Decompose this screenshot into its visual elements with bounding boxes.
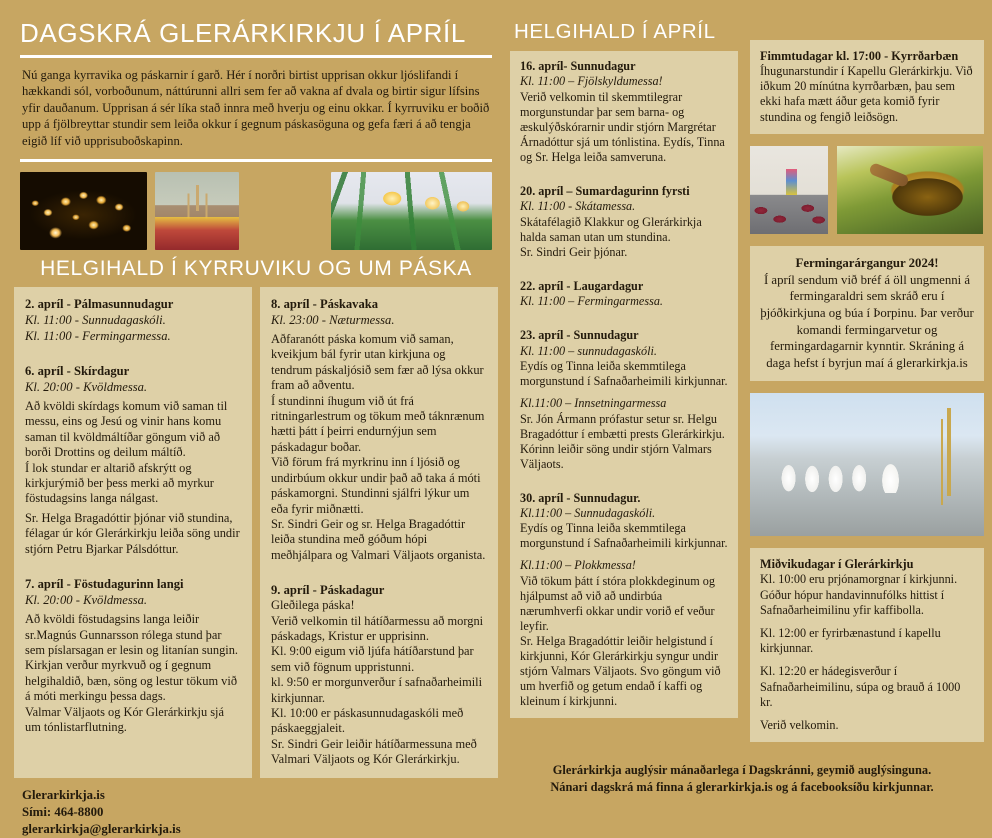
middle-column — [510, 10, 738, 718]
candles-photo — [20, 172, 147, 250]
quiet-prayer-line: Íhugunarstundir í Kapellu Glerárkirkju. Við iðkum 20 mínútna kyrrðarbæn, þau sem ekki hafa mætt áður geta komið fyrir stundina og fengið leiðsögn. — [760, 64, 973, 124]
event-body — [25, 612, 241, 735]
event-body-line: Gleðilega páska! — [271, 598, 355, 613]
event-body-line: Sr. Sindri Geir þjónar. — [520, 244, 628, 259]
event-time: Kl. 11:00 – sunnudagaskóli. — [520, 343, 657, 358]
quiet-prayer-heading: Fimmtudagar kl. 17:00 - Kyrrðarbæn — [760, 49, 959, 63]
event-april-16 — [520, 59, 728, 165]
event-title: 16. apríl- Sunnudagur — [520, 59, 636, 73]
event-body-secondary — [25, 511, 241, 557]
spacer — [520, 271, 728, 279]
event-title: 30. apríl - Sunnudagur. — [520, 490, 641, 505]
event-title: 22. apríl - Laugardagur — [520, 278, 644, 293]
singing-bowl-photo — [837, 146, 983, 234]
event-maundy-thursday — [25, 363, 241, 557]
easter-eggs-photo — [247, 172, 323, 250]
spacer — [520, 320, 728, 328]
church-interior-photo — [155, 172, 239, 250]
event-body — [520, 359, 728, 389]
event-time-secondary: Kl.11:00 – Innsetningarmessa — [520, 396, 667, 411]
event-time: Kl.11:00 – Sunnudagaskóli. — [520, 506, 656, 521]
wednesdays-box — [750, 548, 984, 742]
contact-email[interactable]: glerarkirkja@glerarkirkja.is — [22, 821, 181, 836]
event-body — [25, 399, 241, 507]
event-body-line: Kl. 10:00 er páskasunnudagaskóli með páskaeggjaleit. — [271, 705, 464, 736]
holy-week-heading: HELGIHALD Í KYRRUVIKU OG UM PÁSKA — [40, 257, 472, 281]
spacer — [25, 355, 241, 363]
april-heading: HELGIHALD Í APRÍL — [514, 20, 716, 43]
event-body-line: Sr. Sindri Geir leiðir hátíðarmessuna með Valmari Väljaots og Kór Glerárkirkju. — [271, 736, 477, 767]
event-title: 6. apríl - Skírdagur — [25, 364, 130, 379]
wednesdays-line: Kl. 12:00 er fyrirbænastund í kapellu kirkjunnar. — [760, 625, 941, 656]
contact-website[interactable]: Glerarkirkja.is — [22, 787, 105, 802]
contact-phone[interactable]: Sími: 464-8800 — [22, 804, 104, 819]
chapel-interior-photo — [750, 146, 828, 234]
daffodils-photo — [331, 172, 492, 250]
event-body-line: Eydís og Tinna leiða skemmtilega morgunstund í Safnaðarheimili kirkjunnar. — [520, 359, 728, 389]
event-body-line: Sr. Jón Ármann prófastur setur sr. Helgu Bragadóttur í embætti prests Glerárkirkju. Kórinn leiðir söng undir stjórn Valmars Väljaots. — [520, 411, 725, 471]
holy-week-left-box — [14, 287, 252, 778]
event-title: 8. apríl - Páskavaka — [271, 297, 379, 312]
event-body-line: Í stundinni íhugum við út frá ritningarlestrum og tökum með táknrænum hætti þátt í þeirri endurnýjun sem páskadagur boðar. — [271, 393, 485, 454]
event-april-30 — [520, 491, 728, 709]
page-title: DAGSKRÁ GLERÁRKIRKJU Í APRÍL — [20, 18, 466, 48]
footer-line-1: Glerárkirkja auglýsir mánaðarlega í Dagskránni, geymið auglýsinguna. — [552, 763, 932, 777]
event-body — [520, 90, 728, 165]
quiet-prayer-body — [760, 64, 974, 125]
confirmation-box — [750, 246, 984, 382]
event-body-line: Sr. Helga Bragadóttir leiðir helgistund í kirkjunni, Kór Glerárkirkju syngur undir stjórn Valmars Väljaots. Svo göngum við um hverfið og getum endað í kaffi og kleinum í kirkjunni. — [520, 633, 721, 708]
event-title: 7. apríl - Föstudagurinn langi — [25, 577, 184, 592]
right-column — [750, 40, 984, 754]
event-body-line: Verið velkomin til hátíðarmessu að morgni páskadags, Kristur er upprisinn. — [271, 613, 484, 643]
event-title: 9. apríl - Páskadagur — [271, 583, 385, 598]
event-good-friday — [25, 576, 241, 735]
confirmation-body: Í apríl sendum við bréf á öll ungmenni á fermingaraldri sem skráð eru í þjóðkirkjuna og búa í Þorpinu. Þar verður komandi fermingarvetur og fermingardagarnir kynntir. Skráning á daga hefst í byrjun maí á glerarkirkja.is — [760, 272, 974, 370]
event-title: 23. apríl - Sunnudagur — [520, 328, 639, 343]
event-body-line: Kirkjan verður myrkvuð og í gegnum helgihaldið, bæn, söng og lestur tökum við á móti merkingu þessa dags. — [25, 658, 238, 704]
event-body — [271, 332, 487, 563]
event-palm-sunday — [25, 296, 241, 344]
wednesdays-line: Verið velkomin. — [760, 718, 839, 732]
event-time: Kl. 20:00 - Kvöldmessa. — [25, 380, 148, 395]
holy-week-right-box — [260, 287, 498, 778]
event-april-22 — [520, 279, 728, 310]
intro-paragraph: Nú ganga kyrravika og páskarnir í garð. Hér í norðri birtist upprisan okkur ljóslifandi í hækkandi sól, vorboðunum, náttúrunni allri sem fer að vakna af dvala og birtir sigur lífsins yfir dauðanum. Upprisan á sér líka stað innra með hverju og einu okkar. Í kyrruviku er boðið upp á fjölbreyttar stundir sem leiða okkur í gegnum páskasöguna og gefa færi á að tengja eigið líf við upprisuboðskapinn. — [22, 68, 490, 148]
event-body-line: Verið velkomin til skemmtilegrar morgunstundar þar sem barna- og æskulýðskórarnir undir stjórn Margrétar Árnadóttur sjá um tónlistina. Eydís, Tinna og Sr. Helga leiða samveruna. — [520, 89, 725, 164]
wednesdays-body — [760, 572, 974, 733]
event-title: 2. apríl - Pálmasunnudagur — [25, 297, 174, 312]
confirmation-heading: Fermingarárgangur 2024! — [795, 255, 939, 270]
event-easter-vigil — [271, 296, 487, 563]
intro-divider — [20, 159, 492, 162]
event-body-line: Eydís og Tinna leiða skemmtilega morgunstund í Safnaðarheimili kirkjunnar. — [520, 521, 728, 551]
event-time: Kl. 11:00 – Fermingarmessa. — [520, 294, 663, 309]
event-time: Kl. 11:00 – Fjölskyldumessa! — [520, 74, 663, 89]
event-time: Kl. 23:00 - Næturmessa. — [271, 313, 395, 328]
spacer — [520, 176, 728, 184]
event-body-line: Kl. 9:00 eigum við ljúfa hátíðarstund þar sem við fögnum uppristunni. — [271, 644, 474, 674]
confirmation-procession-photo — [750, 393, 984, 536]
holy-week-columns — [14, 287, 498, 778]
event-time: Kl. 11:00 - Skátamessa. — [520, 199, 636, 214]
footer-line-2: Nánari dagskrá má finna á glerarkirkja.is og á facebooksíðu kirkjunnar. — [550, 779, 934, 794]
event-april-20 — [520, 184, 728, 260]
right-photo-row — [750, 146, 984, 234]
footer — [500, 762, 984, 795]
event-body-secondary — [520, 412, 728, 472]
event-body — [520, 215, 728, 260]
event-body-line: Valmar Väljaots og Kór Glerárkirkju sjá um tónlistarflutning. — [25, 704, 224, 734]
spacer — [520, 483, 728, 491]
left-column — [14, 10, 498, 838]
wednesdays-heading: Miðvikudagar í Glerárkirkju — [760, 557, 914, 572]
quiet-prayer-box — [750, 40, 984, 134]
event-time: Kl. 20:00 - Kvöldmessa. — [25, 593, 148, 608]
event-body-line: kl. 9:50 er morgunverður í safnaðarheimili kirkjunnar. — [271, 675, 483, 705]
event-time: Kl. 11:00 - Fermingarmessa. — [25, 329, 171, 344]
event-body-line: Í lok stundar er altarið afskrýtt og kirkjurýmið ber þess merki að myrkur föstudagsins langa nálgast. — [25, 460, 214, 506]
event-body-line: Við förum frá myrkrinu inn í ljósið og undirbúum okkur undir það að taka á móti páskamorgni. Stundinni sjálfri lýkur um eða fyrir miðnætti. — [271, 455, 481, 516]
event-body-line: Skátafélagið Klakkur og Glerárkirkja halda saman utan um stundina. — [520, 214, 702, 244]
event-body — [520, 521, 728, 551]
event-title: 20. apríl – Sumardagurinn fyrsti — [520, 183, 690, 198]
contact-block — [22, 787, 498, 838]
spacer — [25, 568, 241, 576]
event-body-line: Að kvöldi skírdags komum við saman til messu, eins og Jesú og vinir hans komu saman til kvöldmáltíðar göngum við að borði Drottins og deilum máltíð. — [25, 399, 228, 460]
event-time: Kl. 11:00 - Sunnudagaskóli. — [25, 313, 166, 328]
spacer — [271, 574, 487, 582]
event-time-secondary: Kl.11:00 – Plokkmessa! — [520, 558, 636, 573]
event-easter-sunday — [271, 582, 487, 767]
event-body — [271, 598, 487, 767]
event-body-line: Sr. Helga Bragadóttir þjónar við stundina, félagar úr kór Glerárkirkju leiða söng undir stjórn Petru Bjarkar Pálsdóttur. — [25, 510, 240, 556]
photo-strip — [20, 172, 492, 250]
event-body-line: Við tökum þátt í stóra plokkdeginum og hjálpumst að við að undirbúa nærumhverfi okkar undir vorið ef veður leyfir. — [520, 573, 715, 633]
event-body-secondary — [520, 574, 728, 709]
wednesdays-line: Kl. 12:20 er hádegisverður í Safnaðarheimilinu, súpa og brauð á 1000 kr. — [760, 664, 961, 709]
event-body-line: Að kvöldi föstudagsins langa leiðir sr.Magnús Gunnarsson rólega stund þar sem píslarsagan er lesin og litanían sungin. — [25, 612, 239, 657]
wednesdays-line: Kl. 10:00 eru prjónamorgnar í kirkjunni. Góður hópur handavinnufólks hittist í Safnaðarheimilinu yfir kaffibolla. — [760, 572, 958, 617]
event-april-23 — [520, 328, 728, 471]
april-events-box — [510, 51, 738, 718]
event-body-line: Aðfaranótt páska komum við saman, kveikjum bál fyrir utan kirkjuna og tendrum páskaljósið sem fær að lýsa okkur fram að aðventu. — [271, 332, 484, 393]
event-body-line: Sr. Sindri Geir og sr. Helga Bragadóttir leiða stundina með góðum hópi meðhjálpara og Valmari Väljaots organista. — [271, 516, 486, 562]
